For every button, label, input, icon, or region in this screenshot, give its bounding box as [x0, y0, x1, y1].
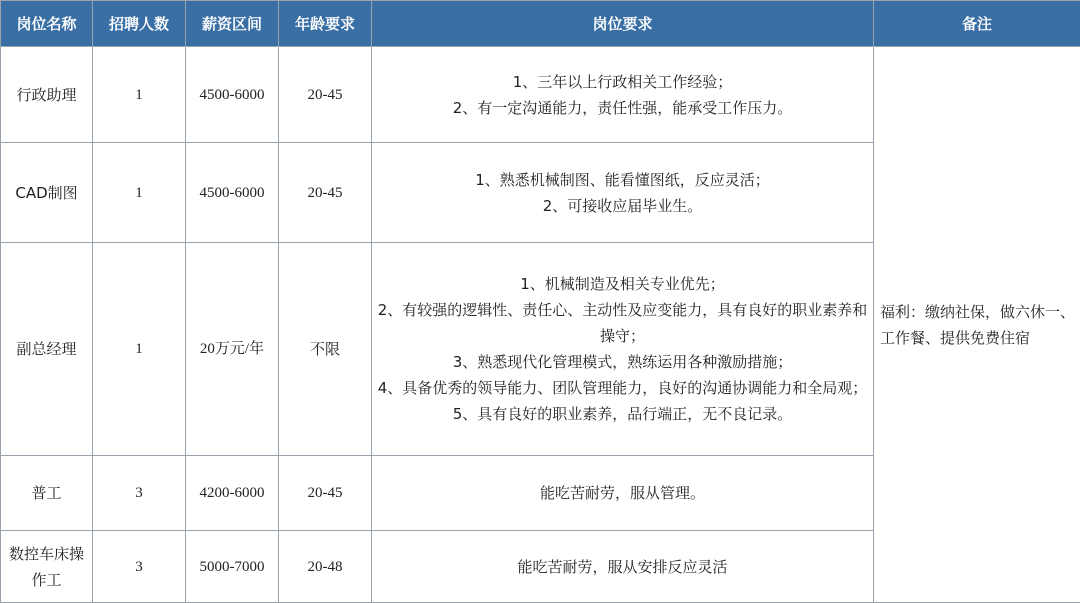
- requirement-line: 2、可接收应届毕业生。: [376, 193, 869, 219]
- header-requirements: 岗位要求: [372, 1, 874, 47]
- age-cell: 20-48: [279, 531, 372, 603]
- requirement-line: 能吃苦耐劳，服从管理。: [376, 480, 869, 506]
- count-cell: 1: [93, 243, 186, 456]
- salary-cell: 5000-7000: [186, 531, 279, 603]
- requirement-line: 3、熟悉现代化管理模式，熟练运用各种激励措施；: [376, 349, 869, 375]
- requirement-line: 能吃苦耐劳，服从安排反应灵活: [376, 554, 869, 580]
- count-cell: 3: [93, 456, 186, 531]
- position-cell: 普工: [1, 456, 93, 531]
- requirement-line: 1、三年以上行政相关工作经验；: [376, 69, 869, 95]
- requirement-line: 4、具备优秀的领导能力、团队管理能力，良好的沟通协调能力和全局观；: [376, 375, 869, 401]
- position-cell: 副总经理: [1, 243, 93, 456]
- requirements-cell: [372, 531, 874, 603]
- age-cell: 20-45: [279, 143, 372, 243]
- header-age: 年龄要求: [279, 1, 372, 47]
- requirement-line: 5、具有良好的职业素养，品行端正，无不良记录。: [376, 401, 869, 427]
- salary-cell: 4500-6000: [186, 143, 279, 243]
- requirement-line: 1、机械制造及相关专业优先；: [376, 271, 869, 297]
- salary-cell: 4500-6000: [186, 47, 279, 143]
- header-count: 招聘人数: [93, 1, 186, 47]
- requirements-cell: [372, 243, 874, 456]
- header-position: 岗位名称: [1, 1, 93, 47]
- count-cell: 1: [93, 143, 186, 243]
- age-cell: 不限: [279, 243, 372, 456]
- header-salary: 薪资区间: [186, 1, 279, 47]
- header-row: [1, 1, 1080, 47]
- header-note: 备注: [874, 1, 1080, 47]
- requirements-cell: [372, 143, 874, 243]
- table-row: [1, 47, 1080, 143]
- count-cell: 3: [93, 531, 186, 603]
- salary-cell: 20万元/年: [186, 243, 279, 456]
- position-cell: 数控车床操作工: [1, 531, 93, 603]
- requirements-cell: [372, 47, 874, 143]
- salary-cell: 4200-6000: [186, 456, 279, 531]
- note-cell: 福利：缴纳社保，做六休一、工作餐、提供免费住宿: [874, 47, 1080, 603]
- age-cell: 20-45: [279, 47, 372, 143]
- requirement-line: 2、有较强的逻辑性、责任心、主动性及应变能力，具有良好的职业素养和操守；: [376, 297, 869, 349]
- requirements-cell: [372, 456, 874, 531]
- age-cell: 20-45: [279, 456, 372, 531]
- requirement-line: 2、有一定沟通能力，责任性强，能承受工作压力。: [376, 95, 869, 121]
- count-cell: 1: [93, 47, 186, 143]
- position-cell: CAD制图: [1, 143, 93, 243]
- requirement-line: 1、熟悉机械制图、能看懂图纸，反应灵活；: [376, 167, 869, 193]
- position-cell: 行政助理: [1, 47, 93, 143]
